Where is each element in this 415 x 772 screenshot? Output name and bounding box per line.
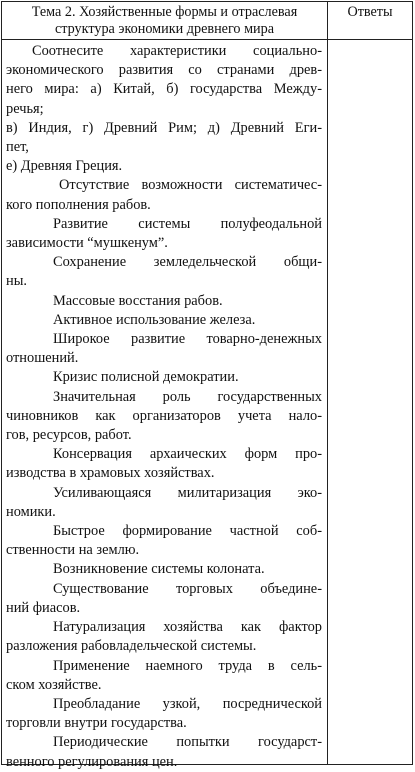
characteristic-line: кого пополнения рабов. (6, 196, 151, 213)
assignment-table (1, 1, 413, 770)
characteristic-line: Отсутствие возможности систематичес- (59, 177, 322, 194)
intro-line: пет, (6, 139, 29, 156)
topic-title-line-1: Тема 2. Хозяйственные формы и отраслевая (31, 4, 298, 20)
table-header-row (2, 2, 412, 40)
characteristic-line: Активное использование железа. (53, 311, 256, 328)
characteristic-line: зависимости “мушкенум”. (6, 235, 168, 252)
intro-line: него мира: а) Китай, б) государства Между- (6, 81, 322, 98)
characteristic-line: венного регулирования цен. (6, 753, 178, 770)
characteristic-item (6, 657, 322, 695)
characteristic-line: Развитие системы полуфеодальной (53, 215, 322, 232)
characteristic-line: ском хозяйстве. (6, 676, 102, 693)
characteristic-line: Периодические попытки государст- (53, 734, 322, 751)
topic-title-line-2: структура экономики древнего мира (54, 21, 275, 37)
characteristic-line: Массовые восстания рабов. (53, 292, 223, 309)
questions-cell (6, 42, 322, 772)
characteristic-line: Кризис полисной демократии. (53, 369, 239, 386)
characteristic-item (6, 330, 322, 368)
characteristic-item (6, 484, 322, 522)
topic-header (2, 4, 327, 38)
characteristic-item (6, 388, 322, 446)
intro-line: е) Древняя Греция. (6, 158, 123, 175)
characteristic-item (6, 618, 322, 656)
characteristic-line: Консервация архаических форм про- (53, 446, 322, 463)
characteristic-line: гов, ресурсов, работ. (6, 427, 132, 444)
characteristic-line: Быстрое формирование частной соб- (53, 523, 322, 540)
characteristic-item (6, 292, 322, 311)
characteristic-item (6, 311, 322, 330)
characteristic-line: чиновников как организаторов учета нало- (6, 407, 322, 424)
instructions-paragraph (6, 42, 322, 176)
characteristic-item (6, 176, 322, 214)
characteristic-line: ственности на землю. (6, 542, 140, 559)
intro-line: в) Индия, г) Древний Рим; д) Древний Еги- (6, 119, 322, 136)
column-divider (327, 2, 328, 764)
characteristic-item (6, 580, 322, 618)
characteristic-line: Усиливающаяся милитаризация эко- (53, 484, 322, 501)
characteristics-list (6, 176, 322, 771)
characteristic-item (6, 522, 322, 560)
characteristic-line: Натурализация хозяйства как фактор (53, 619, 322, 636)
characteristic-line: Существование торговых объедине- (53, 580, 322, 597)
intro-line: речья; (6, 100, 44, 117)
characteristic-item (6, 253, 322, 291)
characteristic-line: отношений. (6, 350, 79, 367)
characteristic-item (6, 695, 322, 733)
characteristic-line: Возникновение системы колоната. (53, 561, 265, 578)
characteristic-line: номики. (6, 503, 56, 520)
characteristic-line: Значительная роль государственных (53, 388, 322, 405)
answers-header: Ответы (347, 4, 393, 20)
intro-line: Соотнесите характеристики социально- (32, 43, 322, 59)
characteristic-line: изводства в храмовых хозяйствах. (6, 465, 215, 482)
characteristic-item (6, 445, 322, 483)
characteristic-line: разложения рабовладельческой системы. (6, 638, 257, 655)
characteristic-line: Сохранение земледельческой общи- (53, 254, 322, 271)
characteristic-line: ний фиасов. (6, 599, 81, 616)
characteristic-item (6, 215, 322, 253)
characteristic-line: торговли внутри государства. (6, 715, 187, 732)
characteristic-line: Применение наемного труда в сель- (53, 657, 322, 674)
intro-line: экономического развития со странами древ- (6, 62, 322, 79)
characteristic-line: ны. (6, 273, 27, 290)
characteristic-item (6, 368, 322, 387)
characteristic-item (6, 560, 322, 579)
characteristic-line: Широкое развитие товарно-денежных (53, 331, 322, 348)
characteristic-line: Преобладание узкой, посреднической (53, 695, 322, 712)
